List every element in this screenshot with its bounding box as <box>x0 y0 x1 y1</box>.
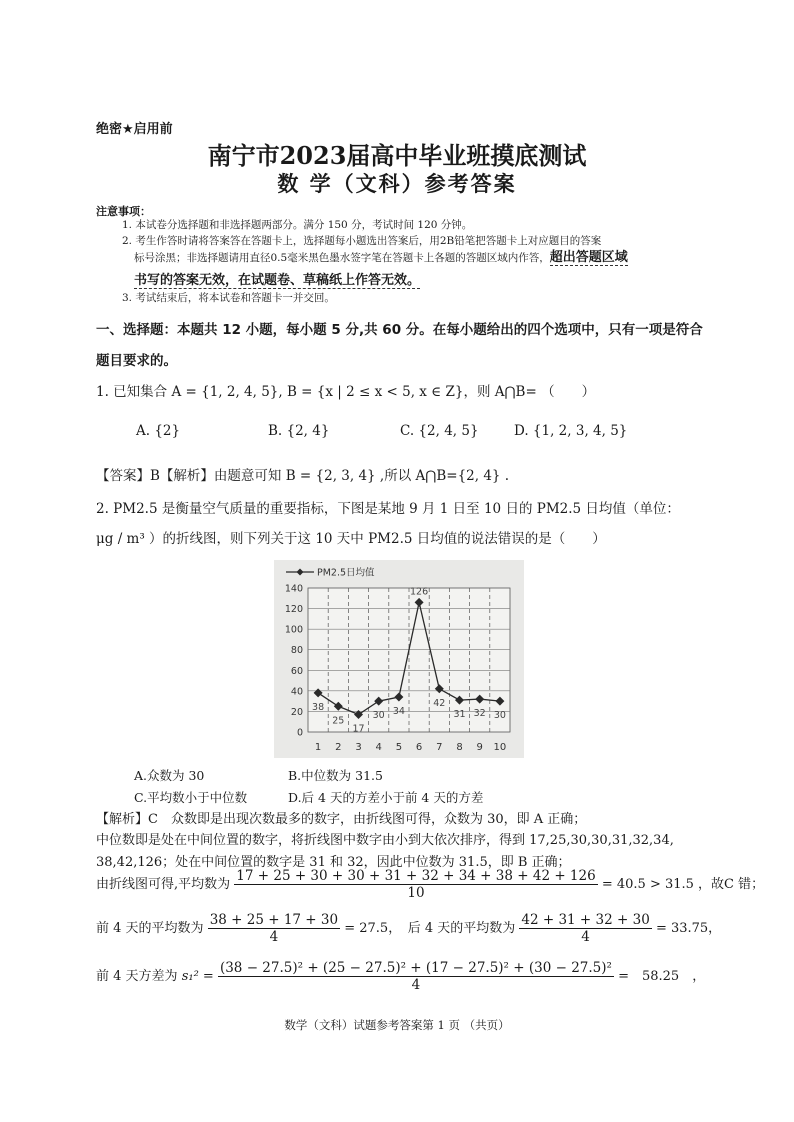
pm25-line-chart <box>274 560 524 758</box>
data-label: 30 <box>372 710 385 722</box>
mean-numerator: 17 + 25 + 30 + 30 + 31 + 32 + 34 + 38 + 42 + 126 <box>236 868 596 884</box>
x-tick-label: 10 <box>493 742 507 753</box>
last4-numerator: 42 + 31 + 32 + 30 <box>521 912 650 928</box>
x-tick-label: 8 <box>456 742 463 753</box>
y-tick-label: 80 <box>290 645 303 657</box>
q2-avg-line <box>96 912 721 945</box>
first4-denominator: 4 <box>269 929 279 945</box>
variance-symbol: s₁² = <box>181 969 214 984</box>
x-tick-label: 2 <box>335 742 342 753</box>
data-label: 25 <box>332 715 345 727</box>
section-heading-cont: 题目要求的。 <box>96 353 177 369</box>
data-label: 42 <box>433 697 446 709</box>
mean-fraction <box>234 868 597 901</box>
legend-marker <box>297 569 304 576</box>
first4-label: 前 4 天的平均数为 <box>96 921 204 936</box>
x-tick-label: 3 <box>355 742 362 753</box>
y-tick-label: 60 <box>290 665 303 677</box>
q2-explanation-1: 【解析】C 众数即是出现次数最多的数字，由折线图可得，众数为 30，即 A 正确； <box>96 812 587 827</box>
q1-option-c: C. {2, 4, 5} <box>400 423 479 439</box>
q1-option-a: A. {2} <box>136 423 181 439</box>
y-tick-label: 40 <box>290 686 303 698</box>
first4-numerator: 38 + 25 + 17 + 30 <box>209 912 339 928</box>
page-subtitle: 数 学（文科）参考答案 <box>277 171 517 196</box>
x-tick-label: 5 <box>395 742 403 753</box>
x-tick-label: 4 <box>375 742 382 753</box>
confidential-mark: 绝密★启用前 <box>96 122 173 137</box>
variance-label: 前 4 天方差为 <box>96 969 178 984</box>
notice-item-2-line1: 2. 考生作答时请将答案答在答题卡上，选择题每小题选出答案后，用2B铅笔把答题卡上对应题目的答案 <box>122 235 602 247</box>
q2-variance-line <box>96 960 705 993</box>
q2-option-c: C.平均数小于中位数 <box>134 790 248 805</box>
q2-explanation-2: 中位数即是处在中间位置的数字，将折线图中数字由小到大依次排序，得到 17,25,30,30,31,32,34, <box>96 833 674 848</box>
q2-stem-line2: μg / m³ ）的折线图，则下列关于这 10 天中 PM2.5 日均值的说法错误的是（ ） <box>96 531 606 547</box>
data-label: 30 <box>493 710 506 722</box>
mean-label: 由折线图可得,平均数为 <box>96 877 231 892</box>
last4-denominator: 4 <box>581 929 590 945</box>
y-tick-label: 140 <box>284 583 303 595</box>
q2-option-a: A.众数为 30 <box>134 768 205 783</box>
mean-result: = 40.5 > 31.5 ，故C 错； <box>601 877 765 892</box>
notice-item-2-text: 标号涂黑；非选择题请用直径0.5毫米黑色墨水签字笔在答题卡上各题的答题区域内作答， <box>134 252 550 264</box>
data-label: 38 <box>312 701 325 713</box>
q2-mean-line <box>96 868 764 901</box>
notice-emphasis-2: 书写的答案无效，在试题卷、草稿纸上作答无效。 <box>134 273 421 288</box>
data-label: 17 <box>352 723 365 735</box>
mean-denominator: 10 <box>407 885 425 901</box>
last4-result: = 33.75， <box>655 921 722 936</box>
y-tick-label: 0 <box>296 727 303 739</box>
page-title: 南宁市2023届高中毕业班摸底测试 <box>207 141 587 170</box>
page-footer: 数学（文科）试题参考答案第 1 页 （共页） <box>284 1018 510 1032</box>
notice-item-1: 1. 本试卷分选择题和非选择题两部分。满分 150 分，考试时间 120 分钟。 <box>122 219 473 231</box>
variance-denominator: 4 <box>411 977 421 993</box>
variance-numerator: (38 − 27.5)² + (25 − 27.5)² + (17 − 27.5)² + (30 − 27.5)² <box>219 960 612 976</box>
notice-heading: 注意事项： <box>96 205 151 218</box>
y-tick-label: 100 <box>284 624 303 636</box>
q2-option-d: D.后 4 天的方差小于前 4 天的方差 <box>288 790 484 805</box>
data-label: 34 <box>392 706 405 718</box>
variance-fraction <box>218 960 614 993</box>
x-tick-label: 6 <box>415 742 423 753</box>
q1-stem: 1. 已知集合 A = {1, 2, 4, 5}, B = {x | 2 ≤ x < 5, x ∈ Z}，则 A⋂B= （ ） <box>96 384 596 400</box>
notice-item-2-line2 <box>134 251 628 265</box>
q1-option-b: B. {2, 4} <box>268 423 330 439</box>
q2-explanation-3: 38,42,126；处在中间位置的数字是 31 和 32，因此中位数为 31.5，即 B 正确； <box>96 855 571 870</box>
x-tick-label: 1 <box>314 742 322 753</box>
data-label: 32 <box>473 708 486 720</box>
notice-item-2-line3 <box>134 269 420 288</box>
notice-emphasis-1: 超出答题区域 <box>549 250 628 265</box>
x-tick-label: 7 <box>436 742 443 753</box>
last4-fraction <box>519 912 651 945</box>
q2-stem-line1: 2. PM2.5 是衡量空气质量的重要指标，下图是某地 9 月 1 日至 10 日的 PM2.5 日均值（单位： <box>96 501 680 517</box>
data-label: 126 <box>410 586 429 598</box>
variance-result: = 58.25 ， <box>618 969 706 984</box>
q1-answer: 【答案】B【解析】由题意可知 B = {2, 3, 4} ,所以 A⋂B={2, 4} . <box>96 468 510 484</box>
y-tick-label: 120 <box>284 604 303 616</box>
y-tick-label: 20 <box>290 706 303 718</box>
first4-fraction <box>208 912 340 945</box>
first4-result: = 27.5， 后 4 天的平均数为 <box>344 921 516 936</box>
section-heading: 一、选择题：本题共 12 小题，每小题 5 分,共 60 分。在每小题给出的四个选项中，只有一项是符合 <box>96 322 703 338</box>
x-tick-label: 9 <box>476 742 483 753</box>
notice-item-3: 3. 考试结束后，将本试卷和答题卡一并交回。 <box>122 292 335 304</box>
legend-label: PM2.5日均值 <box>317 567 375 579</box>
chart-svg <box>274 560 524 758</box>
data-label: 31 <box>453 709 466 721</box>
q2-option-b: B.中位数为 31.5 <box>288 768 383 783</box>
q1-option-d: D. {1, 2, 3, 4, 5} <box>514 423 628 439</box>
